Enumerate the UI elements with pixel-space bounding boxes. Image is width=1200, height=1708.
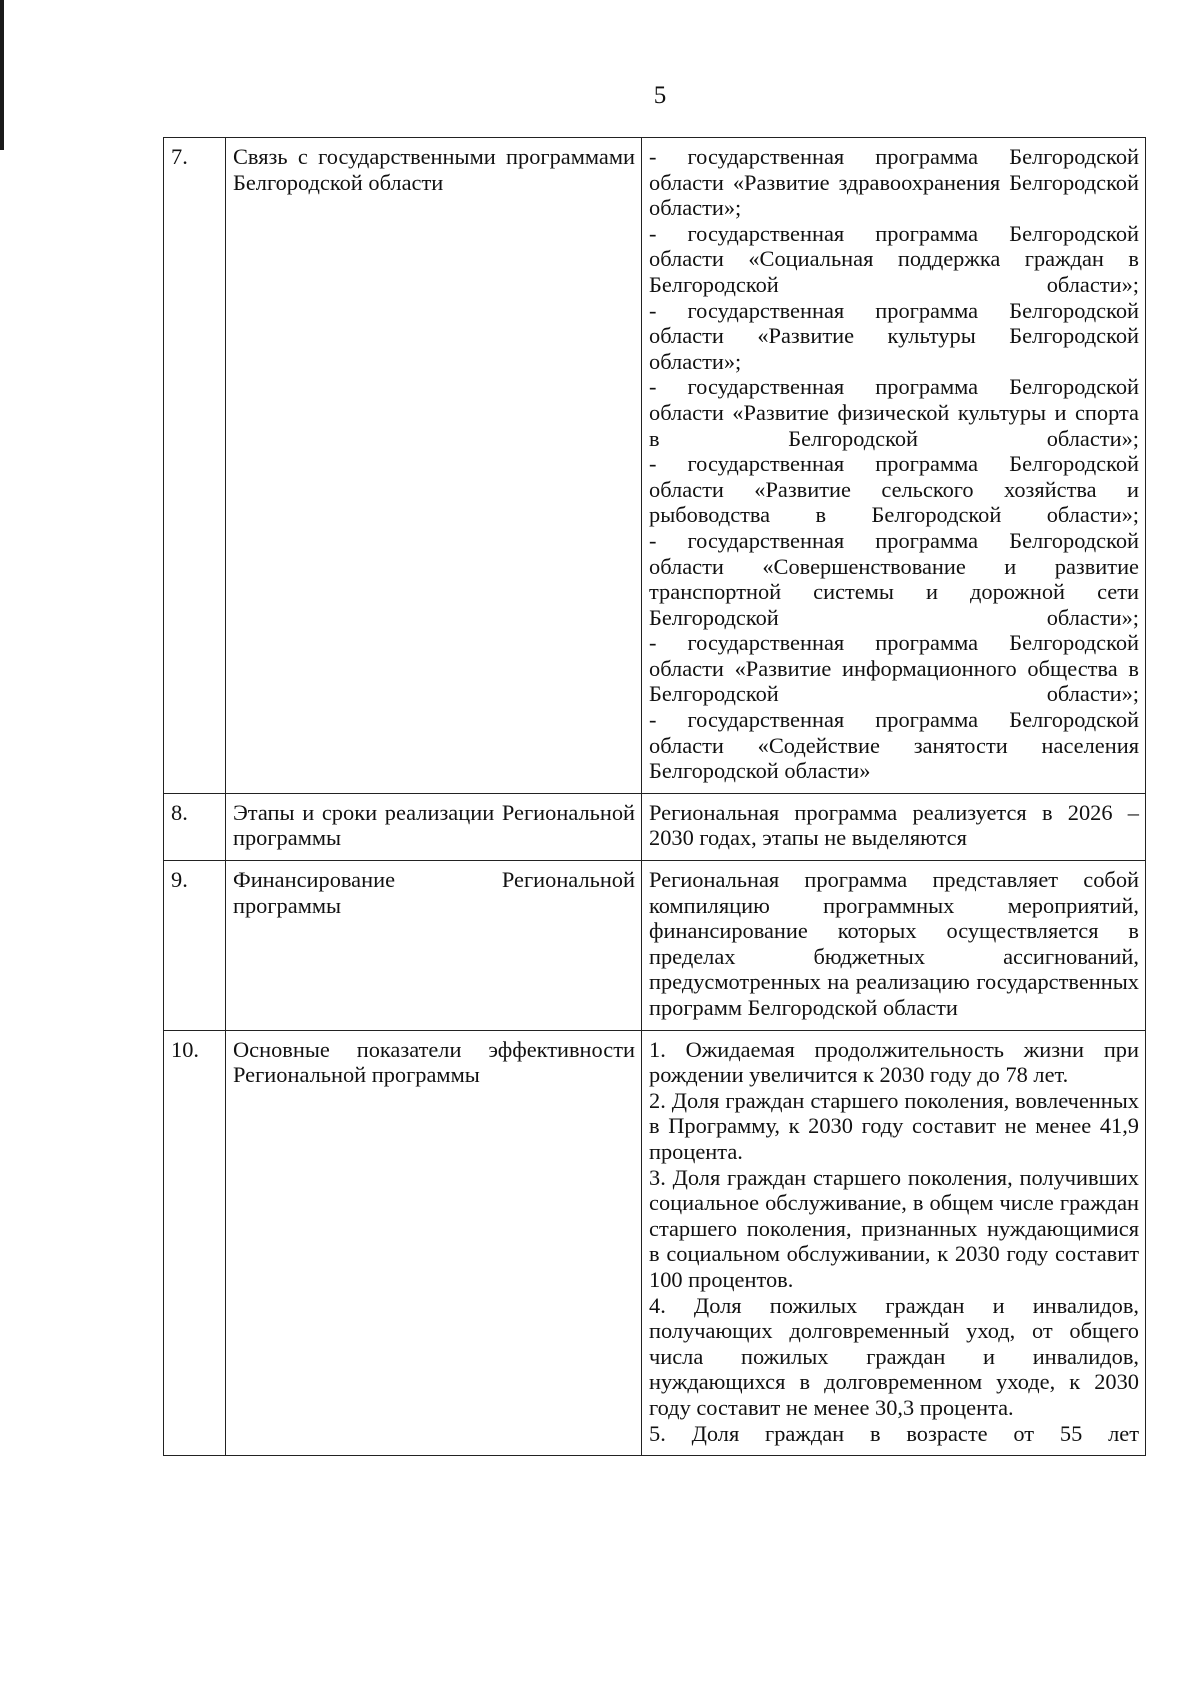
- row-title: Основные показатели эффективности Региональной программы: [226, 1030, 642, 1456]
- row-number: 7.: [164, 138, 226, 794]
- table-row: [164, 1030, 1146, 1456]
- table-row: [164, 793, 1146, 860]
- row-title: Этапы и сроки реализации Региональной программы: [226, 793, 642, 860]
- list-item: - государственная программа Белгородской области «Развитие культуры Белгородской области»;: [649, 297, 1139, 374]
- list-item: 5. Доля граждан в возрасте от 55 лет: [649, 1420, 1139, 1446]
- row-content: [642, 138, 1146, 794]
- row-title: Связь с государственными программами Белгородской области: [226, 138, 642, 794]
- row-content: [642, 861, 1146, 1031]
- row-content: [642, 793, 1146, 860]
- passport-table: [163, 137, 1146, 1456]
- row-content: [642, 1030, 1146, 1456]
- list-item: - государственная программа Белгородской области «Развитие сельского хозяйства и рыбоводства в Белгородской области»;: [649, 451, 1139, 528]
- list-item: - государственная программа Белгородской области «Совершенствование и развитие транспортной системы и дорожной сети Белгородской области»;: [649, 527, 1139, 630]
- list-item: 2. Доля граждан старшего поколения, вовлеченных в Программу, к 2030 году составит не менее 41,9 процента.: [649, 1087, 1139, 1164]
- list-item: - государственная программа Белгородской области «Социальная поддержка граждан в Белгородской области»;: [649, 220, 1139, 297]
- page-number: 5: [653, 82, 667, 109]
- list-item: - государственная программа Белгородской области «Развитие здравоохранения Белгородской области»;: [649, 144, 1139, 221]
- row-number: 9.: [164, 861, 226, 1031]
- list-item: Региональная программа реализуется в 2026 – 2030 годах, этапы не выделяются: [649, 799, 1139, 851]
- row-number: 10.: [164, 1030, 226, 1456]
- list-item: - государственная программа Белгородской области «Развитие информационного общества в Белгородской области»;: [649, 630, 1139, 707]
- list-item: - государственная программа Белгородской области «Содействие занятости населения Белгородской области»: [649, 707, 1139, 784]
- row-title: Финансирование Региональной программы: [226, 861, 642, 1031]
- list-item: 1. Ожидаемая продолжительность жизни при рождении увеличится к 2030 году до 78 лет.: [649, 1036, 1139, 1088]
- list-item: Региональная программа представляет собой компиляцию программных мероприятий, финансирование которых осуществляется в пределах бюджетных ассигнований, предусмотренных на реализацию государственных программ Белгородской области: [649, 867, 1139, 1020]
- scan-edge-mark: [0, 0, 4, 150]
- table-row: [164, 861, 1146, 1031]
- row-number: 8.: [164, 793, 226, 860]
- list-item: - государственная программа Белгородской области «Развитие физической культуры и спорта в Белгородской области»;: [649, 374, 1139, 451]
- list-item: 3. Доля граждан старшего поколения, получивших социальное обслуживание, в общем числе граждан старшего поколения, признанных нуждающимися в социальном обслуживании, к 2030 году составит 100 процентов.: [649, 1164, 1139, 1292]
- table-row: [164, 138, 1146, 794]
- list-item: 4. Доля пожилых граждан и инвалидов, получающих долговременный уход, от общего числа пожилых граждан и инвалидов, нуждающихся в долговременном уходе, к 2030 году составит не менее 30,3 процента.: [649, 1292, 1139, 1420]
